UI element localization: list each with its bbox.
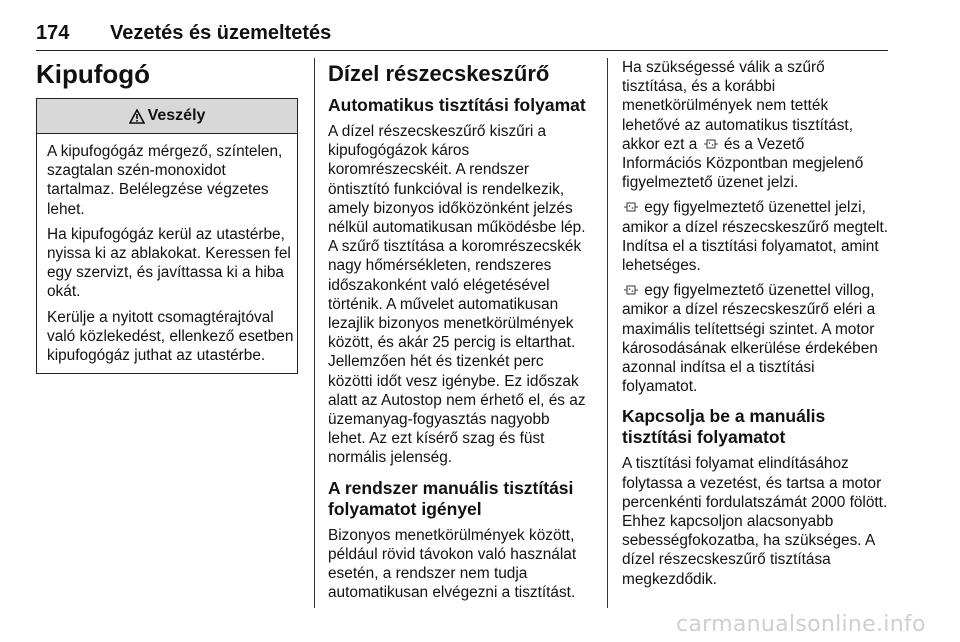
column-divider-1 [314,58,315,608]
watermark: carmanualsonline.info [676,612,926,637]
diesel-particle-filter-icon [624,284,638,296]
section-title-exhaust: Kipufogó [36,59,151,89]
warning-body [37,134,297,373]
warning-paragraph-2: Ha kipufogógáz kerül az utastérbe, nyissa ki az ablakokat. Keressen fel egy szervizt, és javíttassa ki a hiba okát. [47,225,291,301]
warning-triangle-icon [129,109,145,124]
section-title-dpf: Dízel részecskeszűrő [328,61,550,86]
warning-label: Veszély [147,107,206,125]
paragraph-filter-full [622,198,888,275]
column-exhaust [36,58,298,374]
paragraph-automatic: A dízel részecskeszűrő kiszűri a kipufogógázok káros koromrészecskéit. A rendszer öntisztító funkcióval is rendelkezik, amely bizonyos időközönként jelzés nélkül automatikusan működésbe lép. A szűrő tisztítása a koromrészecskék nagy hőmérsékleten, rendszeres időszakonként való elégetésével történik. A művelet automatikusan lezajlik bizonyos menetkörülmények között, és akár 25 percig is eltarthat. Jellemzően hét és tizenkét perc közötti időt vesz igénybe. Ez időszak alatt az Autostop nem érhető el, és az üzemanyag-fogyasztás nagyobb lehet. Az ezt kísérő szag és füst normális jelenség. [328,123,586,467]
page-number: 174 [36,22,70,44]
danger-warning-box [36,98,298,374]
paragraph-indicator [622,58,888,192]
column-diesel-filter [328,58,590,608]
warning-paragraph-3: Kerülje a nyitott csomagtérajtóval való közlekedést, ellenkező esetben kipufogógáz juthat az utastérbe. [47,308,294,365]
page-header [36,20,888,51]
paragraph-indicator-part-b: és a Vezető Információs Központban megjelenő figyelmeztető üzenet jelzi. [622,135,864,192]
paragraph-indicator-part-a: Ha szükségessé válik a szűrő tisztítása, és a korábbi menetkörülmények nem tették lehetővé az automatikus tisztítást, akkor ezt a [622,59,853,153]
paragraph-filter-max [622,281,888,396]
subheading-automatic: Automatikus tisztítási folyamat [328,95,586,115]
paragraph-filter-full-text: egy figyelmeztető üzenettel jelzi, amikor a dízel részecskeszűrő megtelt. Indítsa el a tisztítási folyamatot, amint lehetséges. [622,199,889,275]
paragraph-manual-required: Bizonyos menetkörülmények között, például rövid távokon való használat esetén, a rendszer nem tudja automatikusan elvégezni a tisztítást. [328,526,577,602]
warning-paragraph-1: A kipufogógáz mérgező, színtelen, szagtalan szén-monoxidot tartalmaz. Belélegzése végzetes lehet. [47,143,283,218]
subheading-manual-start: Kapcsolja be a manuális tisztítási folyamatot [622,406,826,448]
paragraph-manual-start: A tisztítási folyamat elindításához folytassa a vezetést, és tartsa a motor percenkénti fordulatszámát 2000 fölött. Ehhez kapcsoljon alacsonyabb sebességfokozatba, ha szükséges. A dízel részecskeszűrő tisztítása megkezdődik. [622,455,888,588]
warning-header [37,99,297,134]
column-divider-2 [607,58,608,608]
chapter-title: Vezetés és üzemeltetés [110,22,332,44]
column-dpf-continued [622,58,888,595]
subheading-manual-required: A rendszer manuális tisztítási folyamatot igényel [328,477,574,519]
paragraph-filter-max-text: egy figyelmeztető üzenettel villog, amikor a dízel részecskeszűrő eléri a maximális telítettségi szintet. A motor károsodásának elkerülése érdekében azonnal indítsa el a tisztítási folyamatot. [622,282,878,396]
diesel-particle-filter-icon [624,201,638,213]
diesel-particle-filter-icon [704,138,718,150]
